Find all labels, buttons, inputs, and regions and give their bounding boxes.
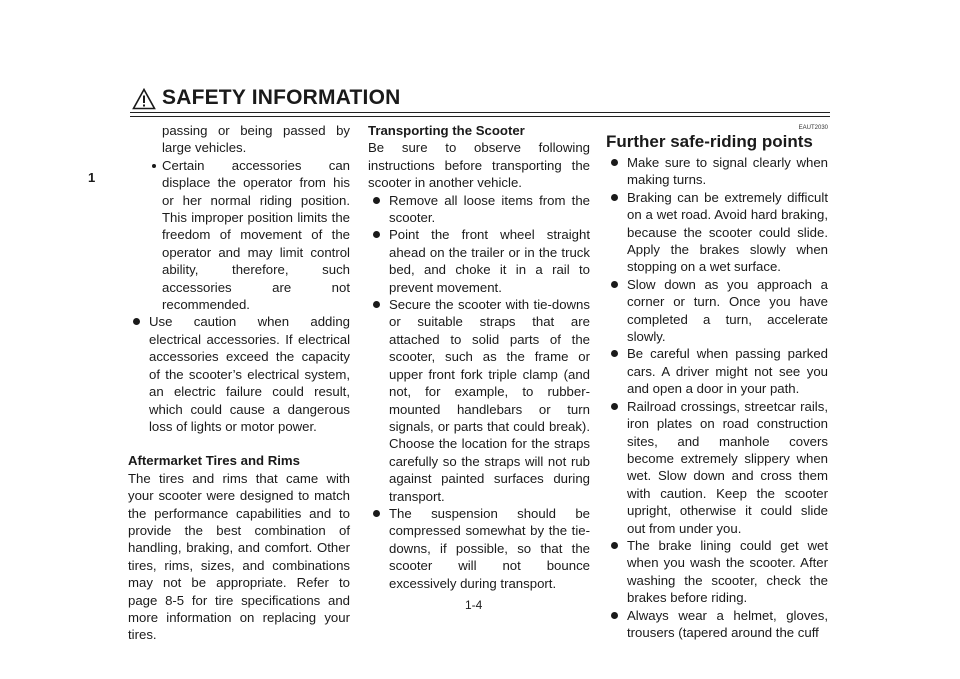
bullet-dot-icon — [152, 164, 156, 168]
bullet-text: Slow down as you approach a corner or turn. Once you have completed a turn, accelerate slowly. — [627, 276, 828, 345]
bullet-dot-icon — [611, 403, 618, 410]
bullet-text: Railroad crossings, streetcar rails, iron plates on road construction sites, and manhole covers become extremely slippery when wet. Slow down and cross them with caution. Keep the scooter upright, otherwise it could slide out from under you. — [627, 398, 828, 536]
reference-code: EAUT2030 — [798, 125, 828, 131]
header-rule-lower — [130, 116, 830, 117]
column-left — [128, 122, 350, 644]
sub-bullet-text: Certain accessories can displace the operator from his or her normal riding position. This improper position limits the freedom of movement of the operator and may limit control ability, therefore, such accessories are not recommended. — [162, 157, 350, 313]
section-title: Further safe-riding points — [606, 132, 813, 151]
bullet-dot-icon — [611, 194, 618, 201]
bullet-item — [606, 276, 828, 346]
bullet-dot-icon — [373, 231, 380, 238]
bullet-item — [606, 154, 828, 189]
section-intro: Be sure to observe following instructions before transporting the scooter in another vehicle. — [368, 140, 590, 191]
bullet-item — [606, 345, 828, 397]
bullet-text: Point the front wheel straight ahead on the trailer or in the truck bed, and choke it in a rail to prevent movement. — [389, 227, 590, 295]
bullet-item — [368, 226, 590, 296]
bullet-dot-icon — [373, 510, 380, 517]
page-number: 1-4 — [465, 598, 483, 612]
bullet-item — [368, 192, 590, 227]
bullet-item — [368, 296, 590, 505]
bullet-dot-icon — [611, 350, 618, 357]
bullet-item — [368, 505, 590, 592]
bullet-dot-icon — [611, 281, 618, 288]
section-body: The tires and rims that came with your scooter were designed to match the performance capabilities and to provide the best combination of handling, braking, and comfort. Other tires, rims, sizes, and combinations may not be appropriate. Refer to page 8-5 for tire specifications and more information on replacing your tires. — [128, 470, 350, 643]
warning-icon — [132, 88, 156, 110]
bullet-text: Remove all loose items from the scooter. — [389, 192, 590, 226]
bullet-text: Secure the scooter with tie-downs or suitable straps that are attached to solid parts of the scooter, such as the frame or upper front fork triple clamp (and not, for example, to rubber-mounted handlebars or turn signals, or parts that could break). Choose the location for the straps carefully so the straps will not rub against painted surfaces during transport. — [389, 297, 590, 504]
bullet-dot-icon — [611, 612, 618, 619]
section-heading: Aftermarket Tires and Rims — [128, 453, 300, 469]
sub-bullet-item — [128, 157, 350, 314]
column-right — [606, 122, 828, 641]
bullet-text: Use caution when adding electrical accessories. If electrical accessories exceed the capacity of the scooter’s electrical system, an electric failure could result, which could cause a dangerous loss of lights or motor power. — [149, 314, 350, 434]
bullet-dot-icon — [611, 542, 618, 549]
bullet-text: Braking can be extremely difficult on a wet road. Avoid hard braking, because the scooter could slide. Apply the brakes slowly when stopping on a wet surface. — [627, 189, 828, 275]
bullet-item — [606, 189, 828, 276]
bullet-text: Make sure to signal clearly when making turns. — [627, 155, 828, 188]
bullet-item — [128, 313, 350, 435]
bullet-dot-icon — [373, 301, 380, 308]
header-rule — [130, 112, 830, 113]
bullet-text: The brake lining could get wet when you wash the scooter. After washing the scooter, check the brakes before riding. — [627, 537, 828, 606]
bullet-text: Always wear a helmet, gloves, trousers (tapered around the cuff — [627, 607, 828, 640]
continued-text: passing or being passed by large vehicles. — [162, 123, 350, 156]
section-heading: Transporting the Scooter — [368, 123, 525, 138]
bullet-dot-icon — [611, 159, 618, 166]
chapter-tab: 1 — [88, 170, 96, 185]
bullet-item — [606, 398, 828, 537]
bullet-item — [606, 537, 828, 607]
bullet-dot-icon — [373, 197, 380, 204]
bullet-item — [606, 607, 828, 642]
bullet-text: Be careful when passing parked cars. A driver might not see you and open a door in your path. — [627, 346, 828, 397]
column-middle — [368, 122, 590, 592]
bullet-dot-icon — [133, 318, 140, 325]
bullet-text: The suspension should be compressed somewhat by the tie-downs, if possible, so that the scooter will not bounce excessively during transport. — [389, 505, 590, 591]
page-title: SAFETY INFORMATION — [162, 86, 401, 109]
